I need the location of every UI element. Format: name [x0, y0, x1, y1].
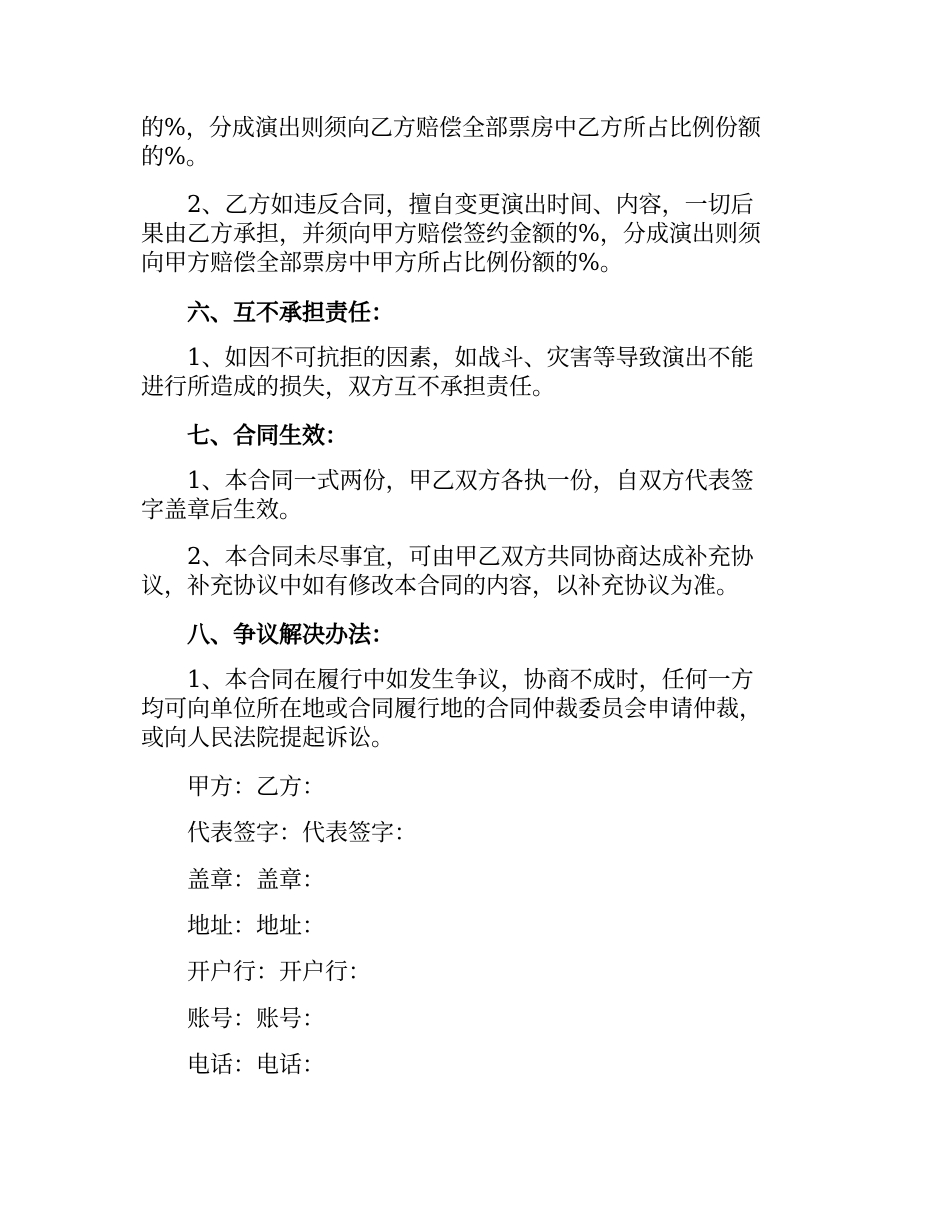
paragraph-6-1 — [141, 344, 806, 402]
signature-field: 甲方：乙方： — [187, 774, 325, 800]
signature-field: 开户行：开户行： — [187, 959, 371, 985]
section-heading-7 — [141, 421, 806, 450]
signature-field: 代表签字：代表签字： — [187, 820, 417, 846]
signature-line-representative — [141, 819, 806, 848]
text-line: 果由乙方承担，并须向甲方赔偿签约金额的%，分成演出则须 — [141, 221, 761, 247]
signature-line-seal — [141, 866, 806, 895]
section-heading-6 — [141, 298, 806, 327]
heading-text: 八、争议解决办法： — [187, 621, 394, 648]
text-line: 或向人民法院提起诉讼。 — [141, 725, 394, 751]
text-line: 2、本合同未尽事宜，可由甲乙双方共同协商达成补充协 — [187, 544, 754, 570]
text-line: 的%，分成演出则须向乙方赔偿全部票房中乙方所占比例份额 — [141, 115, 761, 141]
heading-text: 七、合同生效： — [187, 422, 348, 449]
text-line: 进行所造成的损失，双方互不承担责任。 — [141, 374, 555, 400]
paragraph-7-2 — [141, 543, 806, 601]
text-line: 2、乙方如违反合同，擅自变更演出时间、内容，一切后 — [187, 192, 754, 218]
signature-field: 地址：地址： — [187, 913, 325, 939]
text-line: 1、如因不可抗拒的因素，如战斗、灾害等导致演出不能 — [187, 345, 754, 371]
signature-line-bank — [141, 958, 806, 987]
text-line: 均可向单位所在地或合同履行地的合同仲裁委员会申请仲裁， — [141, 696, 762, 722]
paragraph-7-1 — [141, 467, 806, 525]
text-line: 向甲方赔偿全部票房中甲方所占比例份额的%。 — [141, 250, 623, 276]
section-heading-8 — [141, 620, 806, 649]
signature-line-phone — [141, 1051, 806, 1080]
signature-field: 盖章：盖章： — [187, 867, 325, 893]
heading-text: 六、互不承担责任： — [187, 299, 394, 326]
signature-field: 电话：电话： — [187, 1052, 325, 1078]
text-line: 议，补充协议中如有修改本合同的内容，以补充协议为准。 — [141, 573, 739, 599]
paragraph-breach-party-b — [141, 191, 806, 278]
signature-field: 账号：账号： — [187, 1006, 325, 1032]
paragraph-continuation — [141, 114, 806, 172]
signature-line-parties — [141, 773, 806, 802]
text-line: 的%。 — [141, 144, 209, 170]
text-line: 字盖章后生效。 — [141, 497, 302, 523]
text-line: 1、本合同一式两份，甲乙双方各执一份，自双方代表签 — [187, 468, 754, 494]
signature-line-account — [141, 1005, 806, 1034]
paragraph-8-1 — [141, 666, 806, 753]
signature-line-address — [141, 912, 806, 941]
text-line: 1、本合同在履行中如发生争议，协商不成时，任何一方 — [187, 667, 754, 693]
